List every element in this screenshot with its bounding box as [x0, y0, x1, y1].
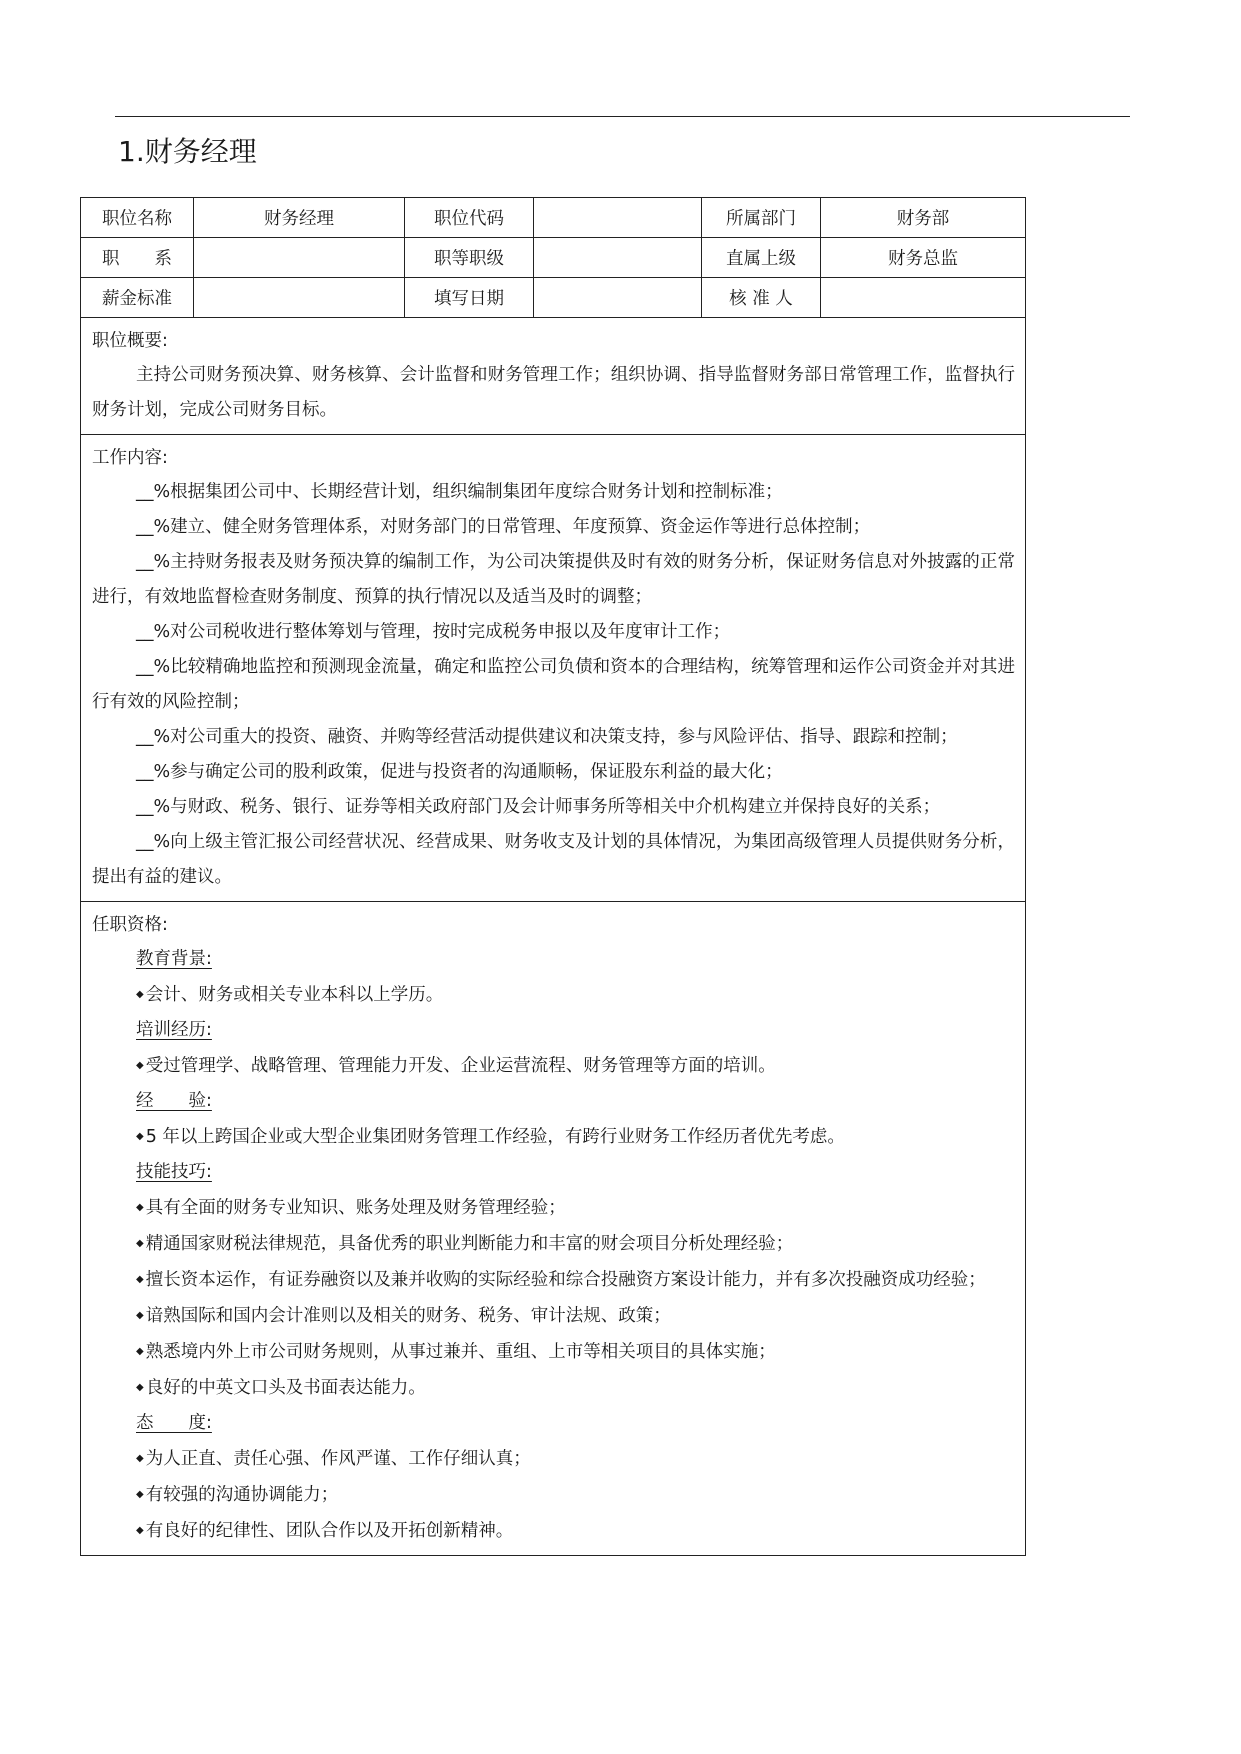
qualification-item	[92, 977, 1015, 1013]
summary-row	[81, 318, 1026, 435]
duty-item: __%对公司重大的投资、融资、并购等经营活动提供建议和决策支持，参与风险评估、指导、跟踪和控制；	[136, 727, 958, 747]
duty-item: __%与财政、税务、银行、证券等相关政府部门及会计师事务所等相关中介机构建立并保持良好的关系；	[136, 797, 941, 817]
education-heading-label: 教育背景:	[136, 949, 212, 969]
label-fill-date: 填写日期	[405, 278, 534, 318]
qualifications-section	[81, 902, 1026, 1556]
diamond-bullet-icon: ◆	[136, 1238, 144, 1249]
duty-item: __%对公司税收进行整体筹划与管理，按时完成税务申报以及年度审计工作；	[136, 622, 731, 642]
value-job-family	[194, 238, 405, 278]
diamond-bullet-icon: ◆	[136, 1274, 144, 1285]
diamond-bullet-icon: ◆	[136, 1310, 144, 1321]
attitude-heading-label: 态 度:	[136, 1413, 212, 1433]
value-grade	[534, 238, 702, 278]
label-position-name: 职位名称	[81, 198, 194, 238]
qualification-item	[92, 1298, 1015, 1334]
experience-heading-label: 经 验:	[136, 1091, 212, 1111]
skills-heading-label: 技能技巧:	[136, 1162, 212, 1182]
qualification-item	[92, 1226, 1015, 1262]
qualification-text: 熟悉境内外上市公司财务规则，从事过兼并、重组、上市等相关项目的具体实施；	[145, 1342, 776, 1362]
qualification-text: 有较强的沟通协调能力；	[145, 1485, 339, 1505]
value-position-name: 财务经理	[194, 198, 405, 238]
duties-heading: 工作内容:	[92, 448, 168, 468]
duties-row	[81, 435, 1026, 902]
qualification-item	[92, 1334, 1015, 1370]
diamond-bullet-icon: ◆	[136, 1525, 144, 1536]
education-heading	[92, 942, 1015, 977]
duty-item: __%参与确定公司的股利政策，促进与投资者的沟通顺畅，保证股东利益的最大化；	[136, 762, 783, 782]
duty-item: __%建立、健全财务管理体系，对财务部门的日常管理、年度预算、资金运作等进行总体控制；	[136, 517, 871, 537]
qualification-item	[92, 1048, 1015, 1084]
diamond-bullet-icon: ◆	[136, 989, 144, 1000]
qualifications-heading: 任职资格:	[92, 915, 168, 935]
diamond-bullet-icon: ◆	[136, 1453, 144, 1464]
qualification-item	[92, 1190, 1015, 1226]
duty-item: __%比较精确地监控和预测现金流量，确定和监控公司负债和资本的合理结构，统筹管理和运作公司资金并对其进行有效的风险控制；	[92, 657, 1015, 712]
qualification-item	[92, 1370, 1015, 1406]
job-description-table	[80, 197, 1026, 1556]
qualifications-row	[81, 902, 1026, 1556]
label-job-family: 职 系	[81, 238, 194, 278]
value-position-code	[534, 198, 702, 238]
qualification-item	[92, 1441, 1015, 1477]
qualification-text: 精通国家财税法律规范，具备优秀的职业判断能力和丰富的财会项目分析处理经验；	[145, 1234, 794, 1254]
label-direct-supervisor: 直属上级	[702, 238, 821, 278]
header-rule	[115, 116, 1130, 117]
value-salary-standard	[194, 278, 405, 318]
skills-heading	[92, 1155, 1015, 1190]
page-title: 1.财务经理	[118, 135, 257, 168]
diamond-bullet-icon: ◆	[136, 1382, 144, 1393]
summary-heading: 职位概要:	[92, 331, 168, 351]
value-approver	[821, 278, 1026, 318]
qualification-item	[92, 1477, 1015, 1513]
label-department: 所属部门	[702, 198, 821, 238]
label-grade: 职等职级	[405, 238, 534, 278]
summary-section	[81, 318, 1026, 435]
duty-item: __%向上级主管汇报公司经营状况、经营成果、财务收支及计划的具体情况，为集团高级管理人员提供财务分析，提出有益的建议。	[92, 832, 1015, 887]
qualification-item	[92, 1119, 1015, 1155]
header-row	[81, 238, 1026, 278]
diamond-bullet-icon: ◆	[136, 1202, 144, 1213]
qualification-text: 良好的中英文口头及书面表达能力。	[145, 1378, 426, 1398]
duty-item: __%根据集团公司中、长期经营计划，组织编制集团年度综合财务计划和控制标准；	[136, 482, 783, 502]
value-department: 财务部	[821, 198, 1026, 238]
qualification-text: 5 年以上跨国企业或大型企业集团财务管理工作经验，有跨行业财务工作经历者优先考虑。	[145, 1127, 845, 1147]
header-row	[81, 198, 1026, 238]
diamond-bullet-icon: ◆	[136, 1131, 144, 1142]
value-fill-date	[534, 278, 702, 318]
label-salary-standard: 薪金标准	[81, 278, 194, 318]
training-heading	[92, 1013, 1015, 1048]
summary-text: 主持公司财务预决算、财务核算、会计监督和财务管理工作；组织协调、指导监督财务部日常管理工作，监督执行财务计划，完成公司财务目标。	[92, 365, 1015, 420]
training-heading-label: 培训经历:	[136, 1020, 212, 1040]
header-row	[81, 278, 1026, 318]
diamond-bullet-icon: ◆	[136, 1060, 144, 1071]
qualification-text: 有良好的纪律性、团队合作以及开拓创新精神。	[145, 1521, 514, 1541]
qualification-text: 会计、财务或相关专业本科以上学历。	[145, 985, 444, 1005]
value-direct-supervisor: 财务总监	[821, 238, 1026, 278]
duties-section	[81, 435, 1026, 902]
diamond-bullet-icon: ◆	[136, 1489, 144, 1500]
diamond-bullet-icon: ◆	[136, 1346, 144, 1357]
qualification-text: 具有全面的财务专业知识、账务处理及财务管理经验；	[145, 1198, 566, 1218]
experience-heading	[92, 1084, 1015, 1119]
attitude-heading	[92, 1406, 1015, 1441]
qualification-text: 为人正直、责任心强、作风严谨、工作仔细认真；	[145, 1449, 531, 1469]
qualification-item	[92, 1262, 1015, 1298]
label-approver: 核 准 人	[702, 278, 821, 318]
qualification-text: 受过管理学、战略管理、管理能力开发、企业运营流程、财务管理等方面的培训。	[145, 1056, 776, 1076]
label-position-code: 职位代码	[405, 198, 534, 238]
duty-item: __%主持财务报表及财务预决算的编制工作，为公司决策提供及时有效的财务分析，保证财务信息对外披露的正常进行，有效地监督检查财务制度、预算的执行情况以及适当及时的调整；	[92, 552, 1015, 607]
qualification-item	[92, 1513, 1015, 1549]
qualification-text: 擅长资本运作，有证券融资以及兼并收购的实际经验和综合投融资方案设计能力，并有多次投融资成功经验；	[145, 1270, 986, 1290]
qualification-text: 谙熟国际和国内会计准则以及相关的财务、税务、审计法规、政策；	[145, 1306, 671, 1326]
